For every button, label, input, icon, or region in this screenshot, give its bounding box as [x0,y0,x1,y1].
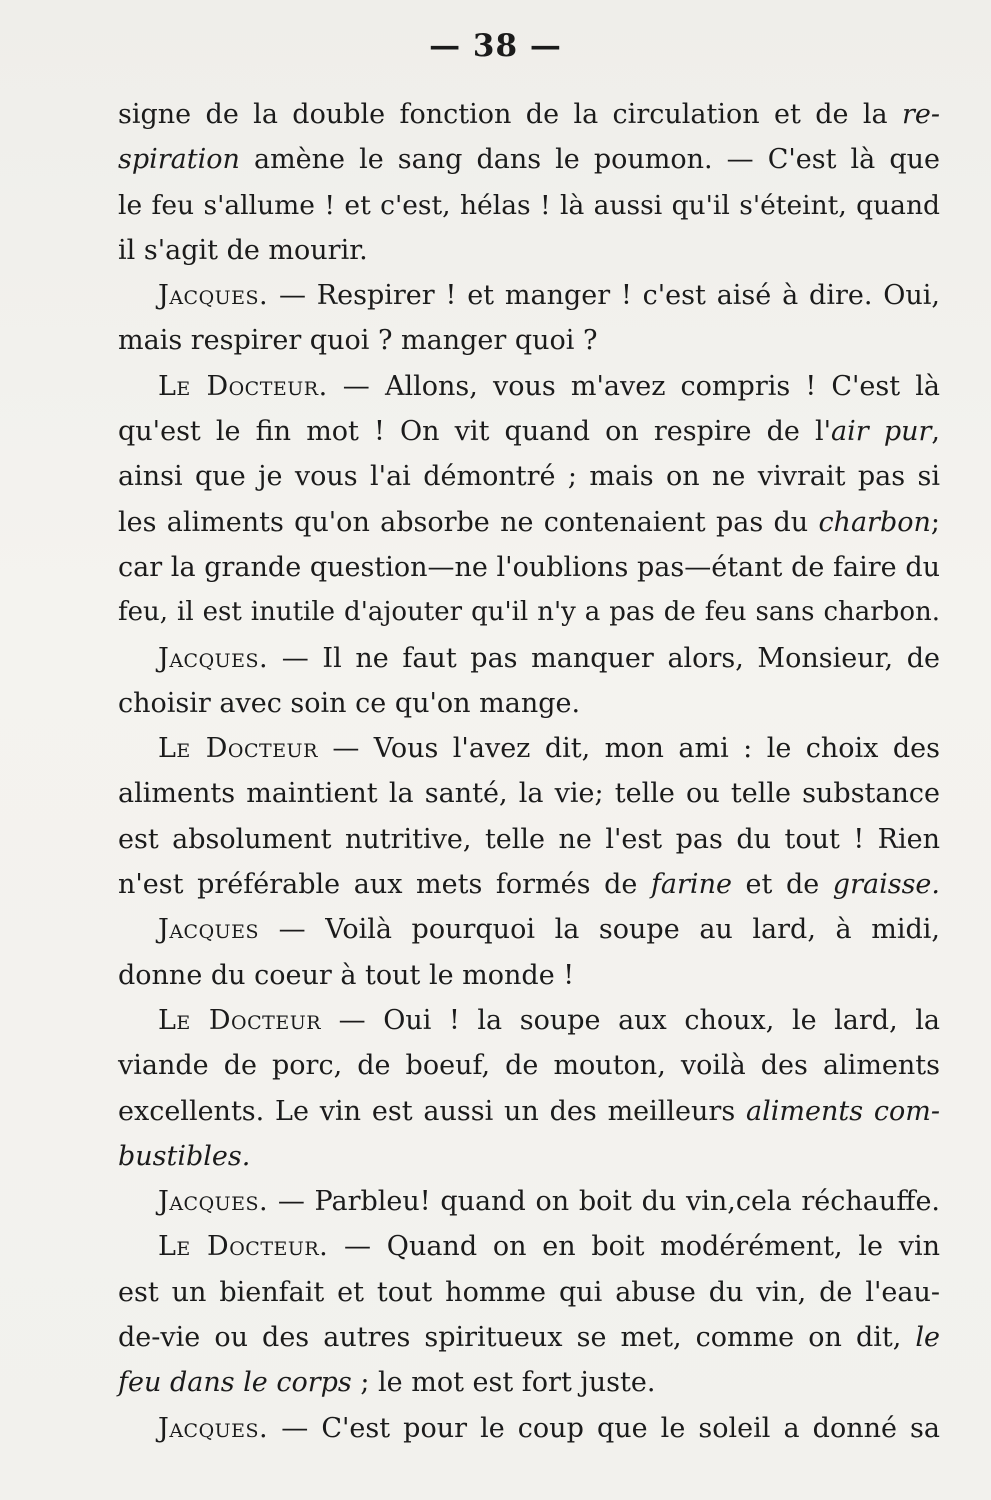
line-text: choisir avec soin ce qu'on mange. [118,687,581,719]
speaker-name: Jacques [158,914,260,946]
text-line [118,454,940,499]
speaker-name: Jacques. [158,1186,269,1218]
line-italic: spiration [118,144,240,176]
line-text: de-vie ou des autres spiritueux se met, comme on dit, [118,1322,916,1354]
line-italic: re- [901,99,940,130]
text-line [118,953,940,998]
page-number: — 38 — [429,28,562,64]
line-text: viande de porc, de boeuf, de mouton, voilà des aliments [118,1050,940,1082]
line-italic: bustibles. [118,1140,251,1172]
text-line [118,92,940,137]
speaker-name: Jacques. [158,280,269,312]
line-italic: charbon [818,506,931,538]
line-text: , [931,416,940,448]
line-text: — C'est pour le coup que le soleil a donné sa [268,1412,940,1444]
line-text: aliments maintient la santé, la vie; telle ou telle substance [118,778,940,810]
text-line [118,228,940,273]
line-text: feu, il est inutile d'ajouter qu'il n'y a pas de feu sans charbon. [118,597,940,628]
text-line [118,1406,940,1451]
text-line [118,273,940,318]
text-line [118,183,940,228]
line-text: donne du coeur à tout le monde ! [118,959,575,991]
line-text: qu'est le fin mot ! On vit quand on respire de l' [118,416,832,448]
line-text: est absolument nutritive, telle ne l'est pas du tout ! Rien [118,823,940,855]
line-text: ; le mot est fort juste. [351,1367,656,1399]
text-line [118,1043,940,1088]
speaker-name: Le Docteur [158,1004,322,1036]
text-line [118,1270,940,1315]
text-line [118,590,940,635]
speaker-name: Le Docteur. [158,1231,329,1263]
line-text: ainsi que je vous l'ai démontré ; mais on ne vivrait pas si [118,461,940,493]
line-italic: feu dans le corps [118,1367,352,1399]
speaker-name: Jacques. [158,1412,269,1444]
line-text: — Il ne faut pas manquer alors, Monsieur, de [268,642,940,674]
line-text: excellents. Le vin est aussi un des meilleurs [118,1095,747,1127]
text-line [118,1179,940,1224]
speaker-name: Le Docteur [158,733,318,765]
line-text: — Oui ! la soupe aux choux, le lard, la [321,1004,940,1036]
speaker-name: Le Docteur. [158,370,328,402]
line-text: — Voilà pourquoi la soupe au lard, à midi, [259,914,940,946]
speaker-name: Jacques. [158,642,269,674]
line-text: est un bienfait et tout homme qui abuse du vin, de l'eau- [118,1276,940,1308]
line-text: — Quand on en boit modérément, le vin [328,1231,941,1263]
line-text: signe de la double fonction de la circulation et de la [118,99,902,130]
text-line [118,817,940,862]
body-text [118,92,940,1451]
line-italic: graisse. [832,869,940,901]
line-italic: aliments com- [746,1095,940,1127]
line-text: les aliments qu'on absorbe ne contenaient pas du [118,506,819,538]
line-italic: le [915,1322,940,1354]
line-text: — Parbleu! quand on boit du vin,cela réchauffe. [268,1186,940,1218]
line-italic: farine [650,869,732,901]
line-text: et de [731,869,833,901]
text-line [118,998,940,1043]
text-line [118,1134,940,1179]
line-text: le feu s'allume ! et c'est, hélas ! là aussi qu'il s'éteint, quand [118,189,940,221]
text-line [118,137,940,182]
line-text: — Respirer ! et manger ! c'est aisé à dire. Oui, [268,280,940,312]
text-line [118,500,940,545]
line-text: amène le sang dans le poumon. — C'est là que [239,144,940,176]
text-line [118,318,940,363]
text-line [118,681,940,726]
text-line [118,1224,940,1269]
text-line [118,545,940,590]
line-text: — Allons, vous m'avez compris ! C'est là [327,370,940,402]
line-text: ; [930,506,940,538]
text-line [118,862,940,907]
line-italic: air pur [831,416,932,448]
text-line [118,1360,940,1405]
text-line [118,636,940,681]
text-line [118,726,940,771]
text-line [118,771,940,816]
line-text: car la grande question—ne l'oublions pas—étant de faire du [118,551,940,583]
text-line [118,364,940,409]
line-text: mais respirer quoi ? manger quoi ? [118,325,598,357]
line-text: il s'agit de mourir. [118,234,368,266]
line-text: n'est préférable aux mets formés de [118,869,651,901]
text-line [118,409,940,454]
text-line [118,1089,940,1134]
line-text: — Vous l'avez dit, mon ami : le choix des [317,733,940,765]
text-line [118,907,940,952]
text-line [118,1315,940,1360]
